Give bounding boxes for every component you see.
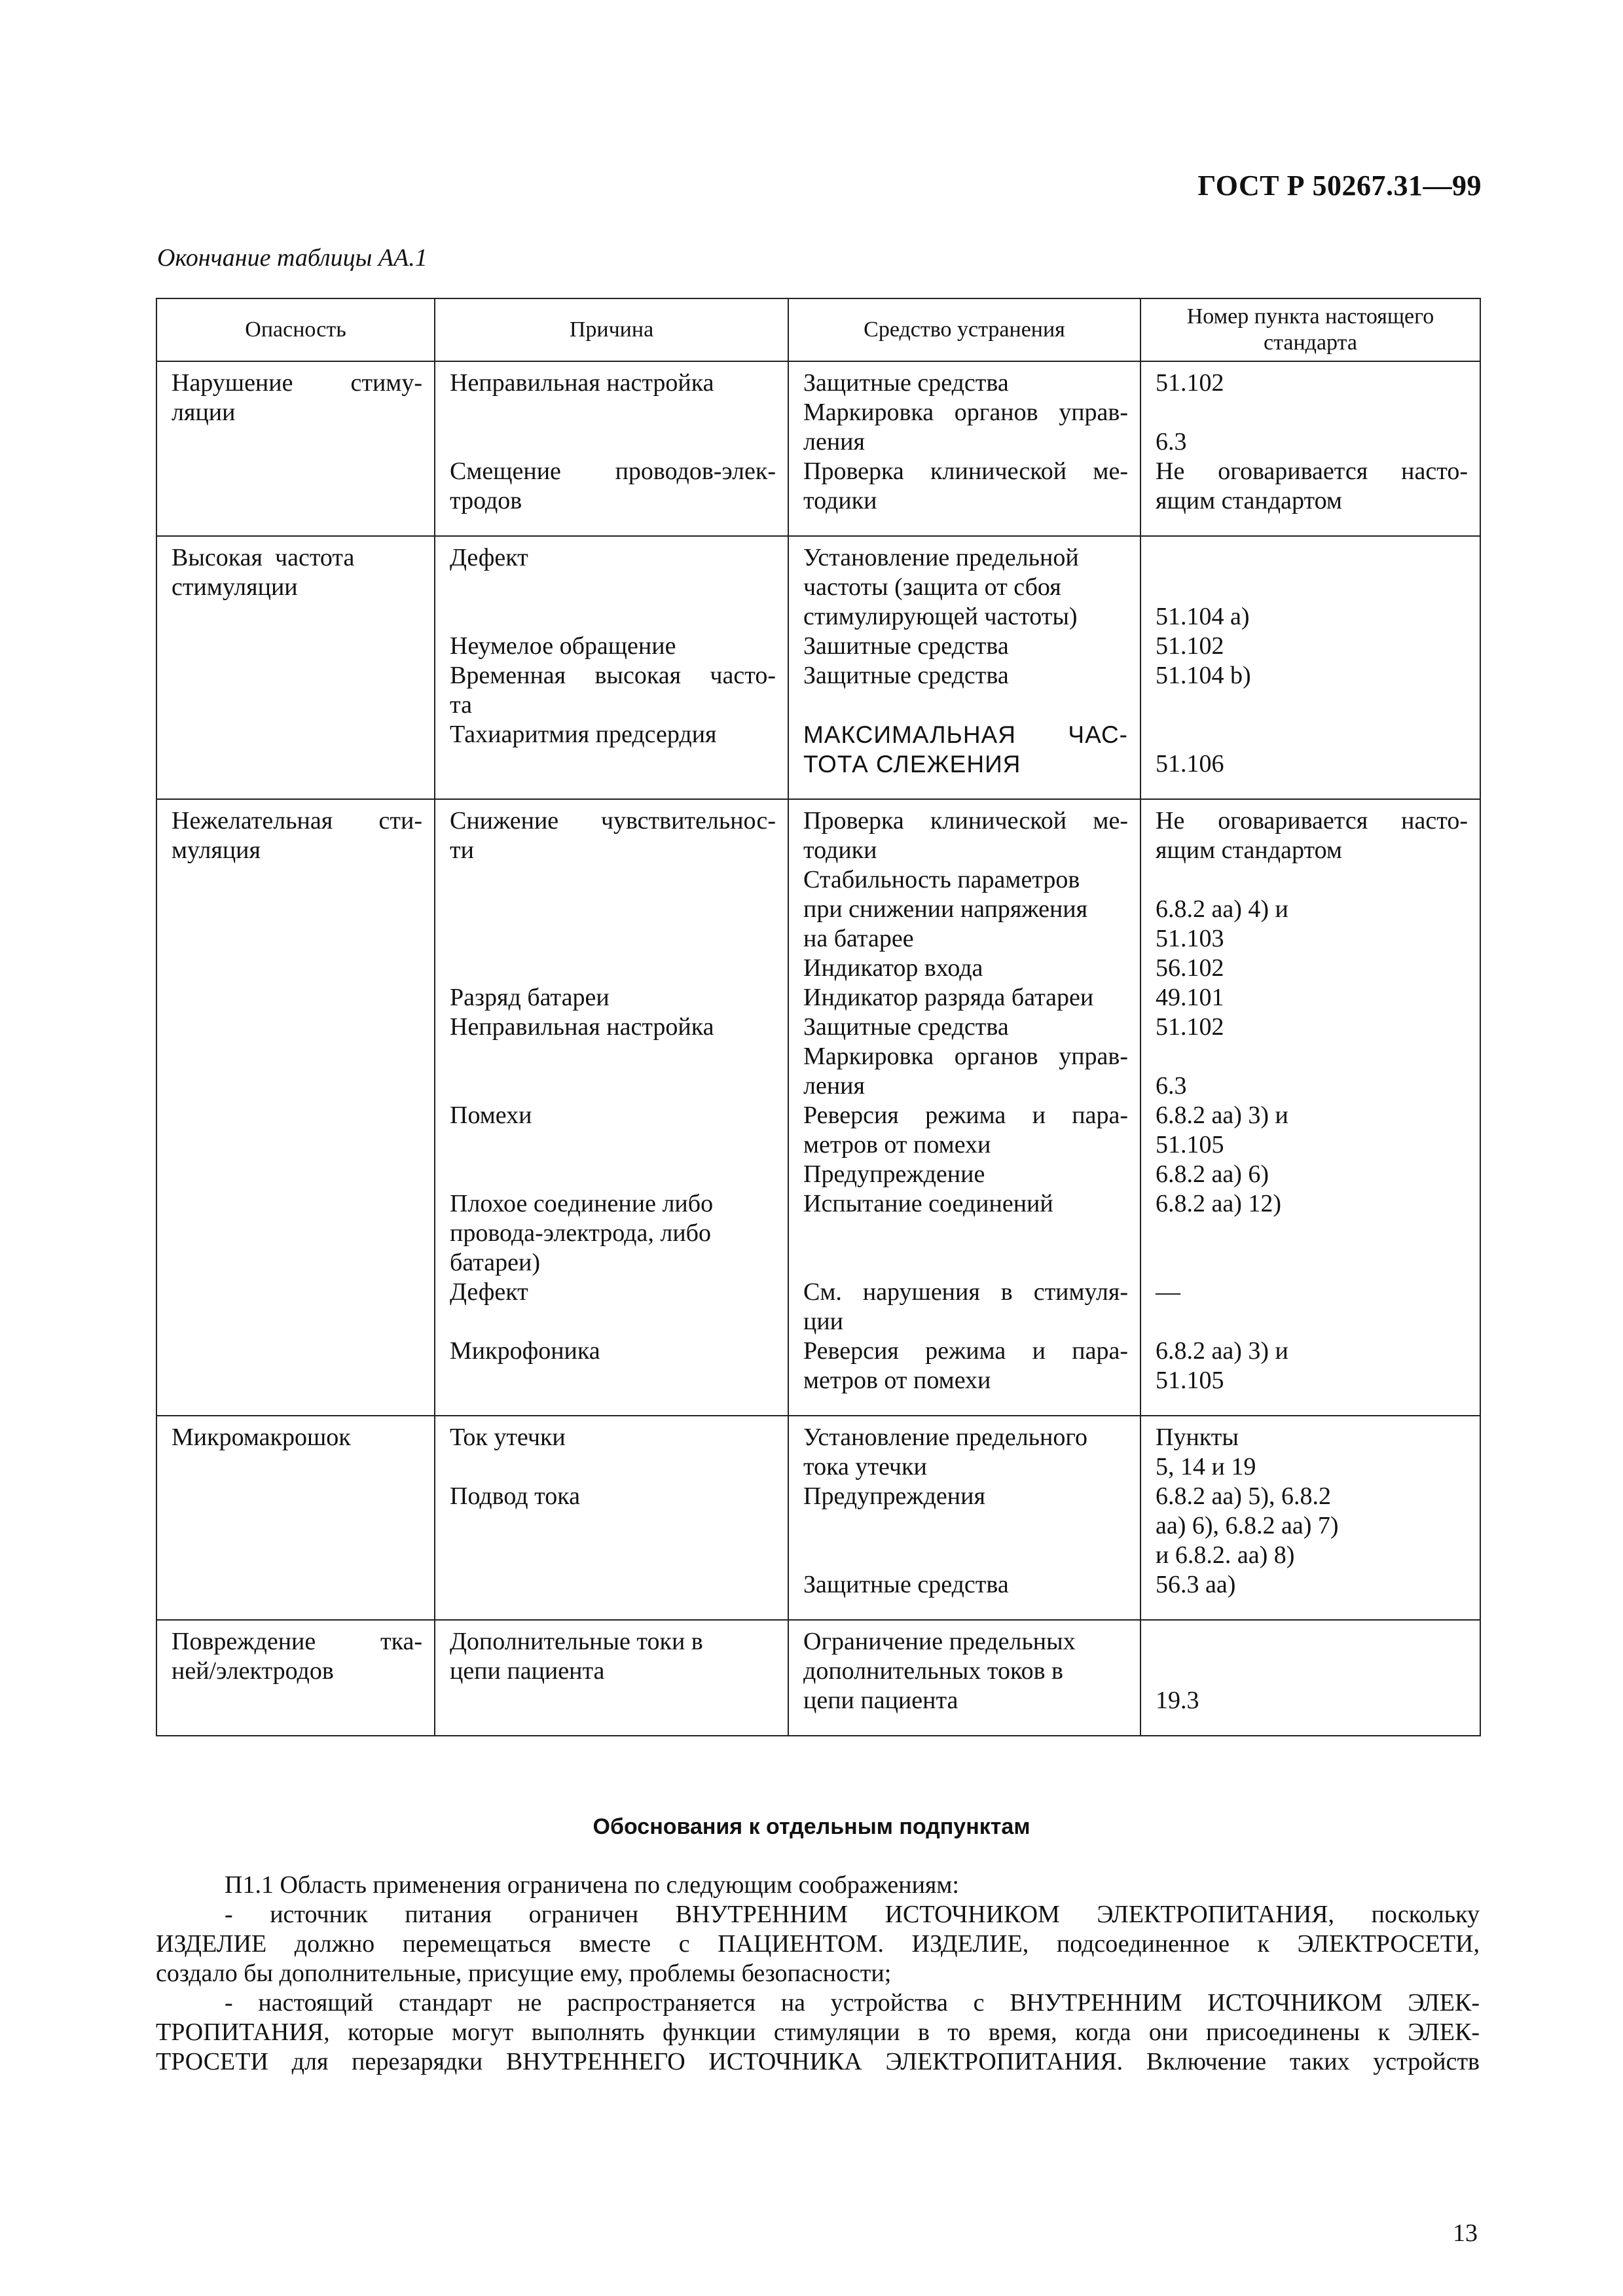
cell-remedy — [788, 361, 1140, 536]
cell-line — [450, 1307, 776, 1336]
cell-line: тодики — [803, 836, 877, 864]
cell-line: стимуляции — [172, 573, 298, 601]
cell-line — [803, 1541, 1128, 1570]
cell-line — [1156, 1042, 1468, 1071]
cell-line — [803, 1219, 1128, 1248]
cell-line: провода-электрода, либо — [450, 1219, 711, 1247]
cell-line: при снижении напряжения — [803, 895, 1088, 923]
cell-line: Индикатор разряда батареи — [803, 984, 1094, 1011]
cell-line: Высокая частота — [172, 544, 355, 571]
cell-clause — [1140, 1620, 1480, 1736]
cell-hazard — [156, 536, 435, 799]
column-header-remedy: Средство устранения — [788, 298, 1140, 361]
cell-line — [450, 1130, 776, 1160]
cell-line: Предупреждение — [803, 1160, 985, 1188]
cell-line: та — [450, 691, 472, 719]
cell-line: Плохое соединение либо — [450, 1190, 714, 1217]
cell-line — [450, 427, 776, 457]
cell-cause — [435, 1416, 788, 1620]
cell-line: цепи пациента — [803, 1687, 958, 1714]
column-header-cause: Причина — [435, 298, 788, 361]
cell-clause — [1140, 1416, 1480, 1620]
cell-line: 6.8.2 аа) 4) и — [1156, 895, 1288, 923]
cell-line — [450, 954, 776, 983]
rationale-line: - настоящий стандарт не распространяется на устройства с ВНУТРЕННИМ ИСТОЧНИКОМ ЭЛЕК- — [225, 1989, 1480, 2017]
cell-line: Защитные средства — [803, 369, 1009, 397]
cell-line: 6.8.2 аа) 12) — [1156, 1190, 1282, 1217]
cell-line: — — [1156, 1278, 1180, 1306]
cell-cause — [435, 799, 788, 1416]
cell-line: Повреждение тка- — [172, 1628, 422, 1655]
cell-line — [1156, 1657, 1468, 1686]
cell-line: Дефект — [450, 544, 528, 571]
cell-line: Стабильность параметров — [803, 866, 1080, 893]
cell-line: Не оговаривается насто- — [1156, 457, 1468, 485]
cell-line: ящим стандартом — [1156, 836, 1342, 864]
cell-line — [1156, 865, 1468, 895]
table-row — [156, 536, 1480, 799]
cell-hazard — [156, 799, 435, 1416]
cell-line: 49.101 — [1156, 984, 1224, 1011]
cell-line: Дополнительные токи в — [450, 1628, 703, 1655]
cell-line — [450, 602, 776, 632]
cell-line: ления — [803, 428, 865, 456]
cell-line: ти — [450, 836, 474, 864]
cell-line — [450, 1042, 776, 1071]
cell-line: Нарушение стиму- — [172, 369, 422, 397]
cell-line: Снижение чувствительнос- — [450, 807, 776, 834]
cell-line: МАКСИМАЛЬНАЯ ЧАС- — [803, 721, 1128, 748]
cell-line: 6.8.2 аа) 5), 6.8.2 — [1156, 1482, 1332, 1510]
cell-line: метров от помехи — [803, 1131, 991, 1158]
cell-line: тродов — [450, 487, 522, 514]
cell-cause — [435, 1620, 788, 1736]
cell-line: муляция — [172, 836, 261, 864]
cell-line: 51.105 — [1156, 1367, 1224, 1394]
cell-line — [450, 573, 776, 602]
rationale-line: - источник питания ограничен ВНУТРЕННИМ ИСТОЧНИКОМ ЭЛЕКТРОПИТАНИЯ, поскольку — [225, 1901, 1480, 1928]
cell-line — [1156, 691, 1468, 720]
cell-line — [803, 1248, 1128, 1278]
cell-line: 51.102 — [1156, 369, 1224, 397]
cell-line — [1156, 1248, 1468, 1278]
column-header-hazard: Опасность — [156, 298, 435, 361]
cell-line: Реверсия режима и пара- — [803, 1102, 1128, 1129]
cell-line: Испытание соединений — [803, 1190, 1053, 1217]
cell-line — [1156, 398, 1468, 427]
cell-line: Временная высокая часто- — [450, 662, 776, 689]
rationale-line: ИЗДЕЛИЕ должно перемещаться вместе с ПАЦИЕНТОМ. ИЗДЕЛИЕ, подсоединенное к ЭЛЕКТРОСЕТИ, — [156, 1930, 1480, 1958]
cell-cause — [435, 361, 788, 536]
cell-line: Предупреждения — [803, 1482, 985, 1510]
cell-line: См. нарушения в стимуля- — [803, 1278, 1128, 1306]
cell-line: Защитные средства — [803, 662, 1009, 689]
cell-line: Проверка клинической ме- — [803, 457, 1128, 485]
cell-line: 51.103 — [1156, 925, 1224, 952]
cell-line: Неумелое обращение — [450, 632, 676, 660]
cell-line — [803, 1511, 1128, 1541]
cell-line: 56.3 аа) — [1156, 1571, 1236, 1598]
rationale-line: П1.1 Область применения ограничена по следующим соображениям: — [225, 1871, 959, 1899]
cell-line — [1156, 1219, 1468, 1248]
cell-line — [450, 1071, 776, 1101]
cell-line — [450, 1452, 776, 1482]
rationale-paragraph — [156, 1900, 1480, 1988]
cell-line — [1156, 573, 1468, 602]
cell-line: 51.102 — [1156, 1013, 1224, 1041]
cell-line: 51.102 — [1156, 632, 1224, 660]
cell-remedy — [788, 1416, 1140, 1620]
cell-line: Микромакрошок — [172, 1424, 351, 1451]
cell-line — [450, 895, 776, 924]
page-number: 13 — [1453, 2219, 1478, 2247]
cell-line: Защитные средства — [803, 1571, 1009, 1598]
cell-line — [450, 1160, 776, 1189]
standard-code: ГОСТ Р 50267.31—99 — [1197, 170, 1482, 202]
cell-remedy — [788, 799, 1140, 1416]
cell-line: Разряд батареи — [450, 984, 610, 1011]
rationale-line: создало бы дополнительные, присущие ему, проблемы безопасности; — [156, 1960, 892, 1987]
cell-line: 6.8.2 аа) 3) и — [1156, 1337, 1288, 1365]
cell-line: ТОТА СЛЕЖЕНИЯ — [803, 751, 1021, 778]
cell-line — [1156, 1627, 1468, 1657]
cell-line: Смещение проводов-элек- — [450, 457, 776, 485]
cell-clause — [1140, 799, 1480, 1416]
cell-line: ления — [803, 1072, 865, 1100]
cell-line — [450, 924, 776, 954]
cell-line: Защитные средства — [803, 1013, 1009, 1041]
cell-line: Установление предельного — [803, 1424, 1087, 1451]
cell-line: Ограничение предельных — [803, 1628, 1076, 1655]
cell-line — [1156, 720, 1468, 749]
cell-line: 51.104 b) — [1156, 662, 1251, 689]
cell-line — [1156, 543, 1468, 573]
cell-cause — [435, 536, 788, 799]
cell-line: Пункты — [1156, 1424, 1239, 1451]
cell-line — [1156, 1307, 1468, 1336]
rationale-paragraph — [156, 1871, 1480, 1900]
cell-line: цепи пациента — [450, 1657, 605, 1685]
table-row — [156, 361, 1480, 536]
cell-line: 6.8.2 аа) 6) — [1156, 1160, 1269, 1188]
cell-line — [450, 865, 776, 895]
table-row — [156, 1620, 1480, 1736]
cell-line: частоты (защита от сбоя — [803, 573, 1061, 601]
cell-line: стимулирующей частоты) — [803, 603, 1078, 630]
table-header-row — [156, 298, 1480, 361]
rationale-heading: Обоснования к отдельным подпунктам — [593, 1814, 1030, 1839]
cell-line: и 6.8.2. аа) 8) — [1156, 1541, 1295, 1569]
cell-line: ции — [803, 1308, 844, 1335]
cell-clause — [1140, 536, 1480, 799]
cell-line: Нежелательная сти- — [172, 807, 422, 834]
cell-line: 51.104 a) — [1156, 603, 1250, 630]
cell-line: Индикатор входа — [803, 954, 983, 982]
cell-remedy — [788, 1620, 1140, 1736]
cell-line: тока утечки — [803, 1453, 927, 1480]
cell-hazard — [156, 361, 435, 536]
cell-line: Помехи — [450, 1102, 532, 1129]
cell-line: Микрофоника — [450, 1337, 600, 1365]
cell-line: ящим стандартом — [1156, 487, 1342, 514]
cell-line: аа) 6), 6.8.2 аа) 7) — [1156, 1512, 1339, 1539]
cell-clause — [1140, 361, 1480, 536]
cell-remedy — [788, 536, 1140, 799]
rationale-line: ТРОПИТАНИЯ, которые могут выполнять функции стимуляции в то время, когда они присоединены к ЭЛЕК- — [156, 2018, 1480, 2046]
cell-line: ляции — [172, 399, 236, 426]
cell-line: ней/электродов — [172, 1657, 334, 1685]
cell-line: Тахиаритмия предсердия — [450, 721, 717, 748]
cell-line — [450, 398, 776, 427]
cell-line: тодики — [803, 487, 877, 514]
cell-line: Неправильная настройка — [450, 1013, 714, 1041]
cell-line: на батарее — [803, 925, 914, 952]
cell-line: батареи) — [450, 1249, 541, 1276]
rationale-paragraph — [156, 1988, 1480, 2077]
rationale-text — [156, 1871, 1480, 2077]
cell-line: дополнительных токов в — [803, 1657, 1063, 1685]
cell-line: 6.3 — [1156, 428, 1187, 456]
cell-line: Маркировка органов управ- — [803, 399, 1128, 426]
cell-line: Дефект — [450, 1278, 528, 1306]
cell-hazard — [156, 1416, 435, 1620]
cell-line: Неправильная настройка — [450, 369, 714, 397]
column-header-clause: Номер пункта настоящего стандарта — [1140, 298, 1480, 361]
cell-line: 6.8.2 аа) 3) и — [1156, 1102, 1288, 1129]
cell-line: 51.105 — [1156, 1131, 1224, 1158]
cell-line: Установление предельной — [803, 544, 1079, 571]
cell-line: Подвод тока — [450, 1482, 580, 1510]
cell-line: 56.102 — [1156, 954, 1224, 982]
cell-line: 6.3 — [1156, 1072, 1187, 1100]
cell-line: Зашитные средства — [803, 632, 1009, 660]
cell-line: метров от помехи — [803, 1367, 991, 1394]
cell-line: Проверка клинической ме- — [803, 807, 1128, 834]
table-row — [156, 1416, 1480, 1620]
cell-line: 5, 14 и 19 — [1156, 1453, 1256, 1480]
hazard-table — [156, 298, 1481, 1736]
cell-line: 19.3 — [1156, 1687, 1199, 1714]
cell-hazard — [156, 1620, 435, 1736]
table-row — [156, 799, 1480, 1416]
cell-line: 51.106 — [1156, 750, 1224, 778]
table-caption: Окончание таблицы АА.1 — [157, 244, 428, 272]
cell-line: Ток утечки — [450, 1424, 566, 1451]
cell-line: Маркировка органов управ- — [803, 1043, 1128, 1070]
rationale-line: ТРОСЕТИ для перезарядки ВНУТРЕННЕГО ИСТОЧНИКА ЭЛЕКТРОПИТАНИЯ. Включение таких устройств — [156, 2048, 1480, 2075]
cell-line — [803, 691, 1128, 720]
cell-line: Не оговаривается насто- — [1156, 807, 1468, 834]
cell-line: Реверсия режима и пара- — [803, 1337, 1128, 1365]
